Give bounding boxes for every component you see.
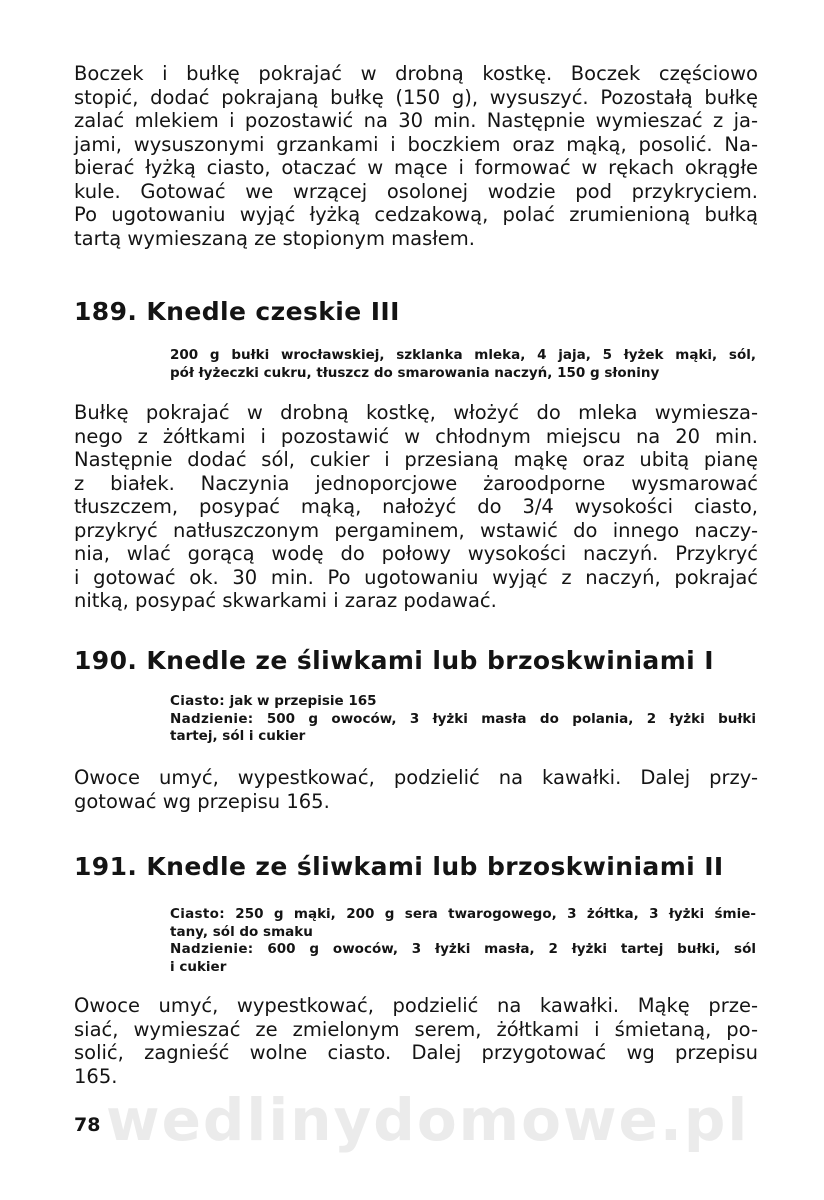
recipe-189-title: 189. Knedle czeskie III [74,297,400,326]
nadzienie-text: 600 g owoców, 3 łyżki masła, 2 łyżki tartej bułki, sól [253,941,756,957]
text-line: nitką, posypać skwarkami i zaraz podawać. [74,589,497,612]
nadzienie-label: Nadzienie: [170,710,254,727]
text-line: 165. [74,1064,118,1088]
ingredients-line [170,906,756,924]
text-line: przykryć natłuszczonym pergaminem, wstawić do innego naczy- [74,518,758,542]
ciasto-text: jak w przepisie 165 [224,693,377,709]
text-line: Boczek i bułkę pokrajać w drobną kostkę. Boczek częściowo [74,62,758,85]
ingredients-line: 200 g bułki wrocławskiej, szklanka mleka, 4 jaja, 5 łyżek mąki, sól, [170,347,756,363]
ingredients-line: tartej, sól i cukier [170,728,306,744]
text-line: bierać łyżką ciasto, otaczać w mące i formować w rękach okrągłe [74,156,758,179]
ingredients-line [170,711,756,729]
ingredients-line: i cukier [170,958,227,975]
text-line: kule. Gotować we wrzącej osolonej wodzie pod przykryciem. [74,179,758,203]
recipe-189-ingredients [170,347,756,382]
text-line: Następnie dodać sól, cukier i przesianą mąkę oraz ubitą pianę [74,448,758,471]
ciasto-text: 250 g mąki, 200 g sera twarogowego, 3 żółtka, 3 łyżki śmie- [224,906,756,922]
text-line: stopić, dodać pokrajaną bułkę (150 g), wysuszyć. Pozostałą bułkę [74,85,758,109]
text-line: Po ugotowaniu wyjąć łyżką cedzakową, polać zrumienioną bułką [74,203,758,226]
recipe-189-instructions [74,401,758,613]
nadzienie-text: 500 g owoców, 3 łyżki masła do polania, 2 łyżki bułki [253,710,756,727]
recipe-191-ingredients [170,906,756,976]
text-line: tartą wymieszaną ze stopionym masłem. [74,226,475,250]
text-line: jami, wysuszonymi grzankami i boczkiem oraz mąką, posolić. Na- [74,132,758,156]
recipe-191-title: 191. Knedle ze śliwkami lub brzoskwiniami II [74,852,724,881]
ingredients-line: pół łyżeczki cukru, tłuszcz do smarowania naczyń, 150 g słoniny [170,364,660,381]
ciasto-label: Ciasto: [170,693,225,709]
text-line: siać, wymieszać ze zmielonym serem, żółtkami i śmietaną, po- [74,1017,758,1041]
intro-paragraph [74,62,758,250]
watermark: wedlinydomowe.pl [106,1086,750,1154]
recipe-190-ingredients [170,693,756,746]
text-line: solić, zagnieść wolne ciasto. Dalej przygotować wg przepisu [74,1041,758,1064]
recipe-190-instructions [74,766,758,813]
text-line: nego z żółtkami i pozostawić w chłodnym miejscu na 20 min. [74,424,758,448]
ciasto-label: Ciasto: [170,906,225,922]
ingredients-line: tany, sól do smaku [170,923,313,940]
text-line: Owoce umyć, wypestkować, podzielić na kawałki. Mąkę prze- [74,994,758,1017]
ingredients-line [170,693,756,711]
nadzienie-label: Nadzienie: [170,941,254,957]
text-line: z białek. Naczynia jednoporcjowe żaroodporne wysmarować [74,471,758,495]
recipe-191-instructions [74,994,758,1088]
page-number: 78 [74,1114,101,1136]
ingredients-line [170,941,756,959]
text-line: zalać mlekiem i pozostawić na 30 min. Następnie wymieszać z ja- [74,109,758,132]
text-line: i gotować ok. 30 min. Po ugotowaniu wyjąć z naczyń, pokrajać [74,565,758,589]
text-line: tłuszczem, posypać mąką, nałożyć do 3/4 wysokości ciasto, [74,495,758,518]
text-line: gotować wg przepisu 165. [74,789,330,813]
text-line: Owoce umyć, wypestkować, podzielić na kawałki. Dalej przy- [74,766,758,789]
recipe-190-title: 190. Knedle ze śliwkami lub brzoskwiniami I [74,646,714,675]
text-line: nia, wlać gorącą wodę do połowy wysokości naczyń. Przykryć [74,542,758,565]
text-line: Bułkę pokrajać w drobną kostkę, włożyć do mleka wymiesza- [74,401,758,424]
